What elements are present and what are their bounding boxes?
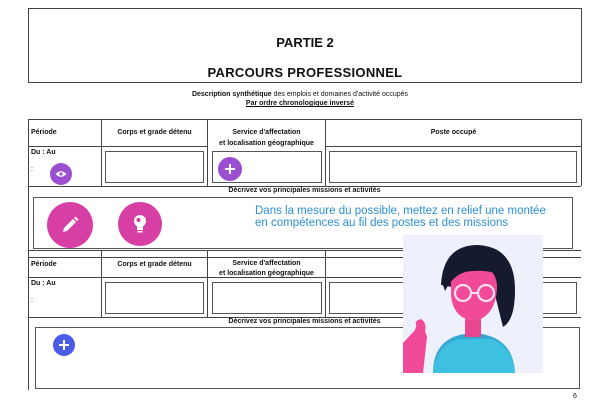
- page-title: PARCOURS PROFESSIONNEL: [207, 65, 403, 80]
- eye-icon: [55, 170, 67, 178]
- col-header-corps: Corps et grade détenu: [117, 129, 192, 136]
- col-header-periode: Période: [31, 129, 57, 136]
- add-mission-button[interactable]: [53, 334, 75, 356]
- col-header-service-line1: Service d'affectation: [232, 129, 301, 136]
- view-button[interactable]: [50, 163, 72, 185]
- col-header-service-line2: et localisation géographique: [219, 270, 314, 277]
- tip-button[interactable]: [118, 202, 162, 246]
- order-note: Par ordre chronologique inversé: [245, 100, 355, 107]
- du-au-label: Du : Au: [31, 149, 56, 156]
- avatar-panel: [403, 235, 543, 373]
- col-header-corps: Corps et grade détenu: [117, 261, 192, 268]
- part-heading: PARTIE 2: [276, 35, 334, 50]
- plus-icon: [225, 164, 235, 174]
- poste-field[interactable]: [329, 151, 577, 183]
- add-service-button[interactable]: [218, 157, 242, 181]
- corps-grade-field[interactable]: [105, 282, 204, 314]
- service-field[interactable]: [212, 282, 322, 314]
- col-header-poste: Poste occupé: [430, 129, 477, 136]
- missions-label: Décrivez vos principales missions et activités: [228, 187, 381, 194]
- avatar-illustration: [403, 235, 543, 373]
- table1-top-border: [28, 119, 581, 120]
- missions-label: Décrivez vos principales missions et activités: [228, 318, 381, 325]
- description-line: [0, 91, 600, 98]
- title-box: [28, 8, 582, 83]
- description-rest: des emplois et domaines d'activité occupés: [271, 91, 409, 98]
- lightbulb-icon: [131, 214, 149, 234]
- colon-label: :: [31, 297, 33, 304]
- table2-col-divider: [325, 250, 326, 317]
- tip-text: Dans la mesure du possible, mettez en relief une montée en compétences au fil des postes et des missions: [255, 205, 546, 229]
- colon-label: :: [31, 166, 33, 173]
- plus-icon: [59, 340, 69, 350]
- du-au-label: Du : Au: [31, 280, 56, 287]
- pencil-icon: [60, 215, 80, 235]
- edit-button[interactable]: [47, 202, 93, 248]
- corps-grade-field[interactable]: [105, 151, 204, 183]
- page-number: 6: [573, 393, 577, 400]
- col-header-service-line1: Service d'affectation: [232, 260, 301, 267]
- col-header-service-line2: et localisation géographique: [208, 140, 325, 147]
- description-bold: Description synthétique: [191, 91, 272, 98]
- table1-right-border: [581, 119, 582, 186]
- col-header-periode: Période: [31, 261, 57, 268]
